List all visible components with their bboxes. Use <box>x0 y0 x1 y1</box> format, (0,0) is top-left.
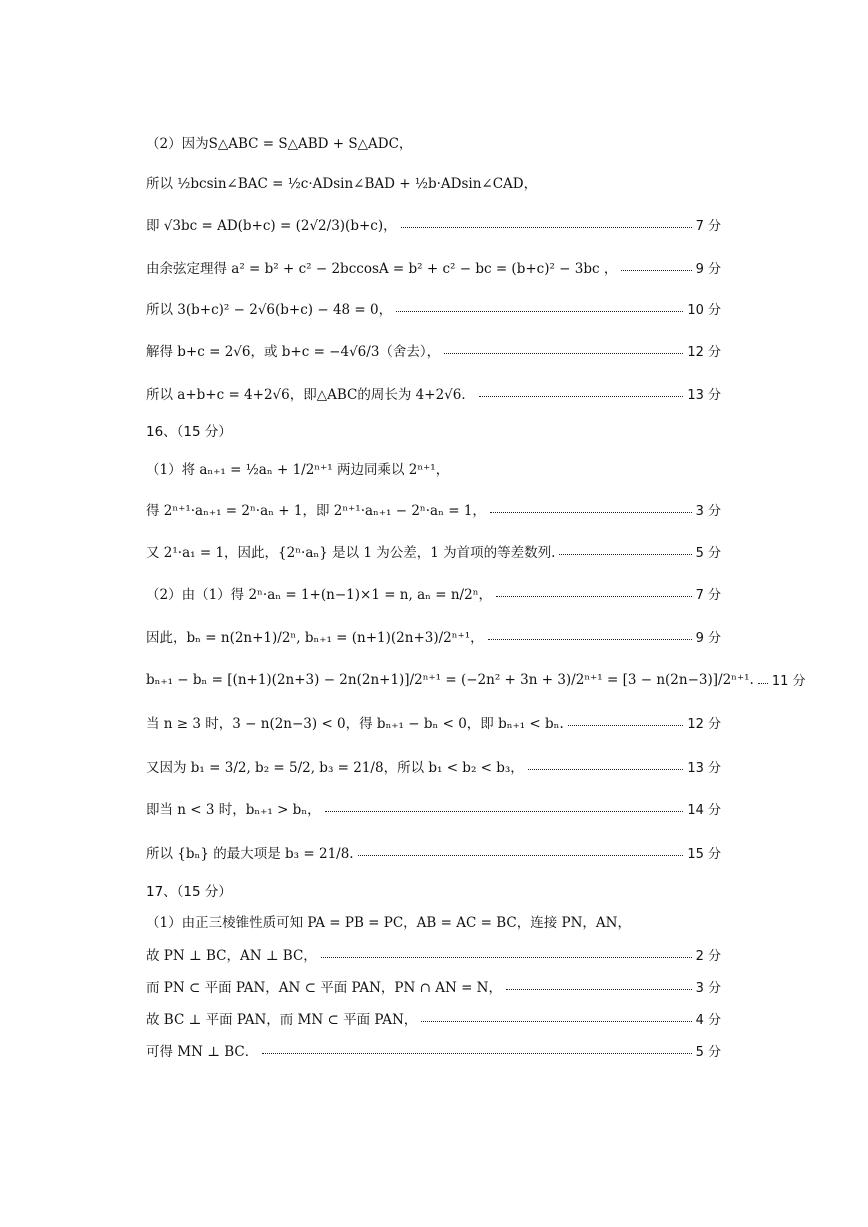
line-text: 故 PN ⊥ BC，AN ⊥ BC， <box>146 948 317 964</box>
score-label: 15 分 <box>687 846 721 862</box>
score-label: 14 分 <box>687 802 721 818</box>
line-text: 故 BC ⊥ 平面 PAN，而 MN ⊂ 平面 PAN， <box>146 1012 418 1028</box>
heading-text: 17、（15 分） <box>146 884 232 900</box>
solution-line <box>146 670 806 689</box>
score-label: 2 分 <box>695 948 721 964</box>
score-label: 13 分 <box>687 387 721 403</box>
solution-line <box>146 458 721 478</box>
score-label: 9 分 <box>695 630 721 646</box>
score-label: 5 分 <box>695 545 721 561</box>
dotted-leader <box>559 553 691 555</box>
line-text: 又 2¹·a₁ = 1，因此，{2ⁿ·aₙ} 是以 1 为公差，1 为首项的等差数列. <box>146 545 556 561</box>
score-label: 12 分 <box>687 344 721 360</box>
solution-line <box>146 583 721 603</box>
solution-line <box>146 340 721 360</box>
solution-line <box>146 132 721 152</box>
dotted-leader <box>321 956 692 958</box>
score-label: 9 分 <box>695 261 721 277</box>
problem-heading <box>146 420 721 440</box>
line-text: 即 √3bc = AD(b+c) = (2√2/3)(b+c)， <box>146 218 397 234</box>
dotted-leader <box>421 1020 691 1022</box>
line-text: 可得 MN ⊥ BC． <box>146 1044 259 1060</box>
score-label: 3 分 <box>695 503 721 519</box>
score-label: 11 分 <box>771 674 806 689</box>
solution-line <box>146 712 721 732</box>
dotted-leader <box>262 1052 691 1054</box>
dotted-leader <box>758 682 768 684</box>
solution-line <box>146 298 721 318</box>
solution-line <box>146 944 721 964</box>
score-label: 10 分 <box>687 302 721 318</box>
line-text: 由余弦定理得 a² = b² + c² − 2bccosA = b² + c² − bc = (b+c)² − 3bc ， <box>146 261 618 277</box>
solution-line <box>146 257 721 277</box>
line-text: （1）由正三棱锥性质可知 PA = PB = PC，AB = AC = BC，连接 PN，AN， <box>146 915 631 931</box>
line-text: 得 2ⁿ⁺¹·aₙ₊₁ = 2ⁿ·aₙ + 1，即 2ⁿ⁺¹·aₙ₊₁ − 2ⁿ·aₙ = 1， <box>146 503 486 519</box>
score-label: 4 分 <box>695 1012 721 1028</box>
line-text: 当 n ≥ 3 时，3 − n(2n−3) < 0，得 bₙ₊₁ − bₙ < 0，即 bₙ₊₁ < bₙ. <box>146 716 564 732</box>
score-label: 7 分 <box>695 218 721 234</box>
score-label: 5 分 <box>695 1044 721 1060</box>
solution-line <box>146 842 721 862</box>
line-text: 即当 n < 3 时，bₙ₊₁ > bₙ， <box>146 802 321 818</box>
dotted-leader <box>621 269 691 271</box>
dotted-leader <box>506 988 692 990</box>
score-label: 7 分 <box>695 587 721 603</box>
solution-line <box>146 756 721 776</box>
solution-line <box>146 214 721 234</box>
line-text: （2）由（1）得 2ⁿ·aₙ = 1+(n−1)×1 = n, aₙ = n/2ⁿ， <box>146 587 493 603</box>
solution-line <box>146 499 721 519</box>
dotted-leader <box>488 638 692 640</box>
line-text: （2）因为S△ABC = S△ABD + S△ADC， <box>146 136 413 152</box>
problem-heading <box>146 880 721 900</box>
solution-line <box>146 383 721 403</box>
dotted-leader <box>396 310 683 312</box>
solution-line <box>146 172 721 192</box>
dotted-leader <box>325 810 684 812</box>
dotted-leader <box>401 226 692 228</box>
line-text: 因此，bₙ = n(2n+1)/2ⁿ, bₙ₊₁ = (n+1)(2n+3)/2ⁿ⁺¹， <box>146 630 484 646</box>
dotted-leader <box>490 511 692 513</box>
line-text: 解得 b+c = 2√6，或 b+c = −4√6/3（舍去）， <box>146 344 441 360</box>
heading-text: 16、（15 分） <box>146 424 232 440</box>
score-label: 13 分 <box>687 760 721 776</box>
dotted-leader <box>479 395 683 397</box>
line-text: 而 PN ⊂ 平面 PAN，AN ⊂ 平面 PAN，PN ∩ AN = N， <box>146 980 502 996</box>
dotted-leader <box>528 768 684 770</box>
solution-line <box>146 541 721 561</box>
line-text: 所以 ½bcsin∠BAC = ½c·ADsin∠BAD + ½b·ADsin∠CAD， <box>146 176 538 192</box>
dotted-leader <box>568 724 684 726</box>
line-text: 所以 a+b+c = 4+2√6，即△ABC的周长为 4+2√6． <box>146 387 475 403</box>
line-text: 又因为 b₁ = 3/2, b₂ = 5/2, b₃ = 21/8，所以 b₁ < b₂ < b₃， <box>146 760 524 776</box>
score-label: 3 分 <box>695 980 721 996</box>
solution-line <box>146 911 721 931</box>
dotted-leader <box>496 595 692 597</box>
line-text: bₙ₊₁ − bₙ = [(n+1)(2n+3) − 2n(2n+1)]/2ⁿ⁺¹ = (−2n² + 3n + 3)/2ⁿ⁺¹ = [3 − n(2n−3)]/2ⁿ⁺¹. <box>146 671 754 688</box>
line-text: （1）将 aₙ₊₁ = ½aₙ + 1/2ⁿ⁺¹ 两边同乘以 2ⁿ⁺¹， <box>146 462 450 478</box>
solution-line <box>146 626 721 646</box>
solution-line <box>146 976 721 996</box>
solution-line <box>146 1040 721 1060</box>
line-text: 所以 {bₙ} 的最大项是 b₃ = 21/8. <box>146 846 354 862</box>
dotted-leader <box>444 352 683 354</box>
dotted-leader <box>358 854 684 856</box>
score-label: 12 分 <box>687 716 721 732</box>
solution-line <box>146 798 721 818</box>
line-text: 所以 3(b+c)² − 2√6(b+c) − 48 = 0， <box>146 302 393 318</box>
solution-line <box>146 1008 721 1028</box>
